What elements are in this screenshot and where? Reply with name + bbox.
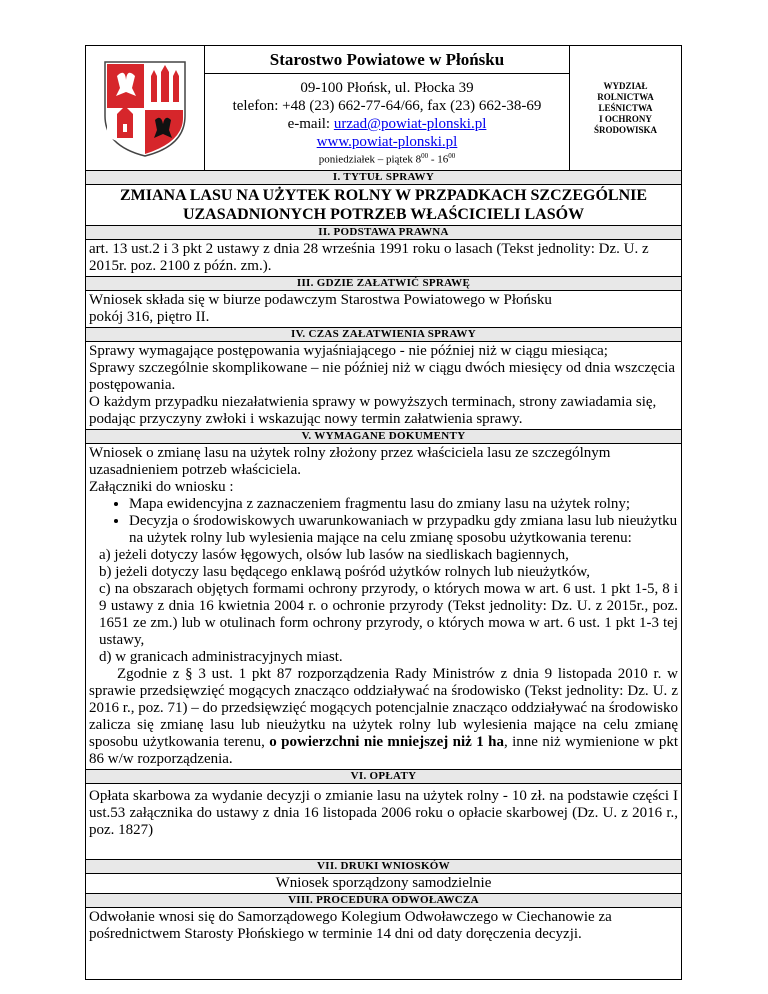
section-heading-time: IV. CZAS ZAŁATWIENIA SPRAWY xyxy=(86,328,681,342)
hours-prefix: poniedziałek – piątek 8 xyxy=(318,153,422,166)
case-title: ZMIANA LASU NA UŻYTEK ROLNY W PRZPADKACH SZCZEGÓLNIE UZASADNIONYCH POTRZEB WŁAŚCICIELI LASÓW xyxy=(86,185,681,226)
coat-of-arms-logo xyxy=(99,58,191,158)
where-line-1: Wniosek składa się w biurze podawczym Starostwa Powiatowego w Płońsku xyxy=(89,292,552,308)
forms-text: Wniosek sporządzony samodzielnie xyxy=(86,874,681,894)
appeal-text: Odwołanie wnosi się do Samorządowego Kolegium Odwoławczego w Ciechanowie za pośrednictwem Starosty Płońskiego w terminie 14 dni od daty doręczenia decyzji. xyxy=(89,909,612,942)
regulation-text-end: , inne niż wymienione w pkt 86 w/w rozporządzenia. xyxy=(89,734,678,767)
phone-fax: telefon: +48 (23) 662-77-64/66, fax (23) 662-38-69 xyxy=(232,98,542,114)
office-hours xyxy=(205,152,569,166)
office-info xyxy=(205,46,569,170)
section-heading-title: I. TYTUŁ SPRAWY xyxy=(86,171,681,185)
postal-address: 09-100 Płońsk, ul. Płocka 39 xyxy=(300,80,474,96)
section-heading-appeal: VIII. PROCEDURA ODWOŁAWCZA xyxy=(86,894,681,908)
documents-intro: Wniosek o zmianę lasu na użytek rolny złożony przez właściciela lasu ze szczególnym uzasadnieniem potrzeb właściciela. xyxy=(89,445,611,478)
time-paragraph-3: O każdym przypadku niezałatwienia sprawy w powyższych terminach, strony zawiadamia się, podając przyczyny zwłoki i wskazując nowy termin załatwienia sprawy. xyxy=(89,394,657,427)
attachments-label: Załączniki do wniosku : xyxy=(89,479,234,495)
item-b: b) jeżeli dotyczy lasu będącego enklawą pośród użytków rolnych lub nieużytków, xyxy=(99,564,590,580)
regulation-paragraph xyxy=(89,666,678,768)
header xyxy=(86,46,681,171)
required-documents xyxy=(86,444,681,770)
email-line xyxy=(205,115,569,133)
hours-sup-1: 00 xyxy=(421,152,429,160)
department-name xyxy=(594,81,657,136)
hours-mid: - 16 xyxy=(428,153,449,166)
dept-line: LEŚNICTWA xyxy=(598,102,653,113)
attachments-list xyxy=(89,496,678,547)
where-line-2: pokój 316, piętro II. xyxy=(89,309,210,325)
email-link[interactable]: urzad@powiat-plonski.pl xyxy=(333,116,487,132)
section-heading-documents: V. WYMAGANE DOKUMENTY xyxy=(86,430,681,444)
where-to-apply xyxy=(86,291,681,328)
office-address-block xyxy=(205,79,569,151)
hours-sup-2: 00 xyxy=(448,152,456,160)
website-link[interactable]: www.powiat-plonski.pl xyxy=(316,134,458,150)
item-c: c) na obszarach objętych formami ochrony przyrody, o których mowa w art. 6 ust. 1 pkt 1-5, 8 i 9 ustawy z dnia 16 kwietnia 2004 r. o ochronie przyrody (Tekst jednolity: Dz. U. z 2015r., poz. 1651 ze zm.) lub w otulinach form ochrony przyrody, o których mowa w art. 6 ust. 1 pkt 1-3 tej ustawy, xyxy=(99,581,678,648)
department-cell xyxy=(569,46,681,170)
item-d: d) w granicach administracyjnych miast. xyxy=(99,649,343,665)
fees-text: Opłata skarbowa za wydanie decyzji o zmianie lasu na użytek rolny - 10 zł. na podstawie części I ust.53 załącznika do ustawy z dnia 16 listopada 2006 roku o opłacie skarbowej (Dz. U. z 2016 r., poz. 1827) xyxy=(86,784,681,860)
time-paragraph-1: Sprawy wymagające postępowania wyjaśniającego - nie później niż w ciągu miesiąca; xyxy=(89,343,608,359)
logo-cell xyxy=(86,46,205,170)
regulation-text-bold: o powierzchni nie mniejszej niż 1 ha xyxy=(264,734,504,750)
section-heading-fees: VI. OPŁATY xyxy=(86,770,681,784)
legal-basis-text: art. 13 ust.2 i 3 pkt 2 ustawy z dnia 28 września 1991 roku o lasach (Tekst jednolity: Dz. U. z 2015r. poz. 2100 z późn. zm.). xyxy=(86,240,681,277)
list-item: • Mapa ewidencyjna z zaznaczeniem fragmentu lasu do zmiany lasu na użytek rolny; xyxy=(129,496,678,513)
dept-line: I OCHRONY xyxy=(599,113,652,124)
item-a: a) jeżeli dotyczy lasów łęgowych, olsów lub lasów na siedliskach bagiennych, xyxy=(99,547,569,563)
processing-time xyxy=(86,342,681,430)
dept-line: WYDZIAŁ xyxy=(603,80,648,91)
section-heading-where: III. GDZIE ZAŁATWIĆ SPRAWĘ xyxy=(86,277,681,291)
dept-line: ROLNICTWA xyxy=(597,91,654,102)
email-label: e-mail: xyxy=(287,116,334,132)
document-card xyxy=(85,45,682,980)
office-title: Starostwo Powiatowe w Płońsku xyxy=(205,48,569,74)
list-item: • Decyzja o środowiskowych uwarunkowaniach w przypadku gdy zmiana lasu lub nieużytku na użytek rolny lub wylesienia mające na celu zmianę sposobu użytkowania terenu: xyxy=(129,513,678,547)
section-heading-legal-basis: II. PODSTAWA PRAWNA xyxy=(86,226,681,240)
time-paragraph-2: Sprawy szczególnie skomplikowane – nie później niż w ciągu dwóch miesięcy od dnia wszczęcia postępowania. xyxy=(89,360,676,393)
website-line xyxy=(205,133,569,151)
section-heading-forms: VII. DRUKI WNIOSKÓW xyxy=(86,860,681,874)
regulation-text-start: Zgodnie z § 3 ust. 1 pkt 87 rozporządzenia Rady Ministrów z dnia 9 listopada 2010 r. w sprawie przedsięwzięć mogących znacząco oddziaływać na środowisko (Tekst jednolity: Dz. U. z 2016 r., poz. 71) – do przedsięwzięć mogących potencjalnie znacząco oddziaływać na środowisko zalicza się zmianę lasu lub nieużytku na użytek rolny lub wylesienia mające na celu zmianę sposobu użytkowania terenu, xyxy=(89,666,678,750)
dept-line: ŚRODOWISKA xyxy=(593,124,657,135)
